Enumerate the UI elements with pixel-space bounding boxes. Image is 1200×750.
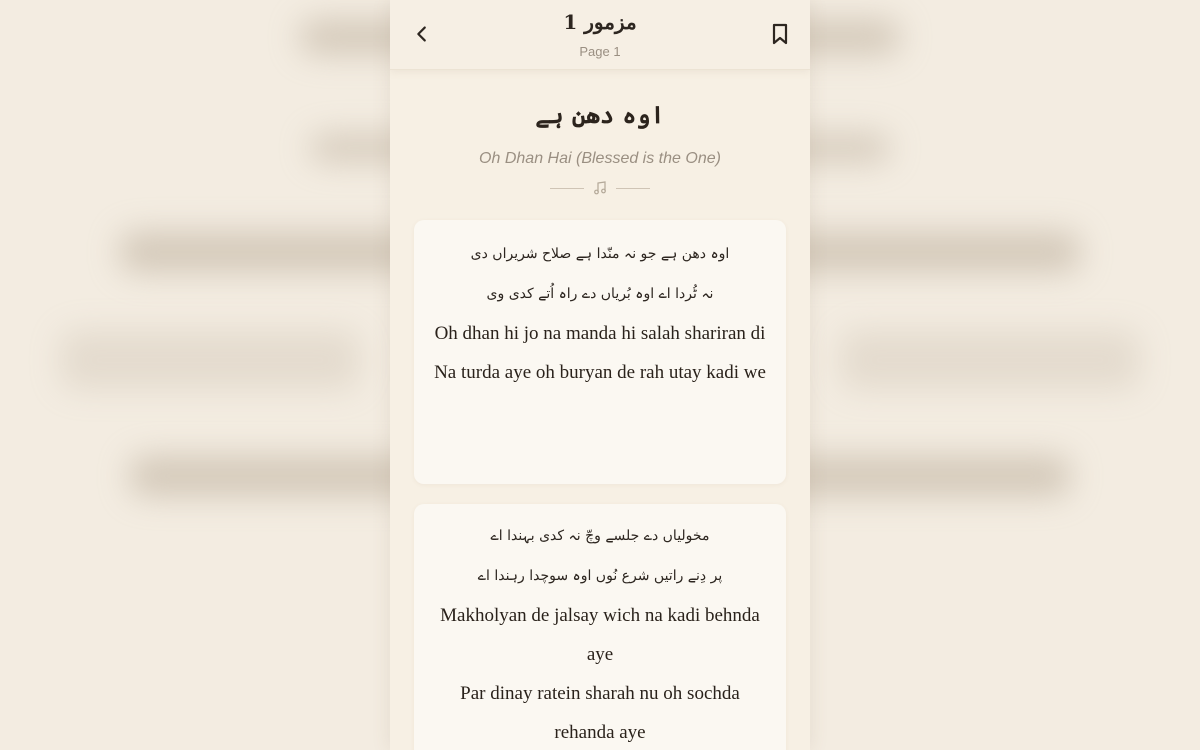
- verse-urdu-line: نہ ٹُردا اے اوہ بُریاں دے راہ اُتے کدی وی: [486, 286, 714, 302]
- verse-card: [414, 220, 786, 484]
- verse-urdu-line: مخولیاں دے جلسے وچّ نہ کدی بہندا اے: [490, 528, 710, 544]
- music-note-icon: [592, 180, 608, 196]
- verse-roman-line: Oh dhan hi jo na manda hi salah shariran di: [434, 323, 766, 344]
- bookmark-icon: [770, 23, 790, 45]
- bookmark-button[interactable]: [766, 20, 794, 48]
- verse-roman-line: Par dinay ratein sharah nu oh sochda rehanda aye: [460, 683, 740, 743]
- phone-screen: [390, 0, 810, 750]
- verse-urdu-line: اوہ دھن ہے جو نہ منّدا ہے صلاح شریراں دی: [470, 246, 730, 262]
- song-title-urdu: اوہ دھن ہے: [535, 100, 665, 129]
- song-title-roman: Oh Dhan Hai (Blessed is the One): [479, 150, 721, 167]
- verse-urdu-line: پر دِنے راتیں شرع نُوں اوہ سوچدا رہندا اے: [477, 568, 723, 584]
- title-divider: [550, 178, 650, 198]
- page-title: مزمور 1: [563, 10, 637, 34]
- song-content: [390, 70, 810, 750]
- verse-card: [414, 504, 786, 750]
- page-number: Page 1: [579, 44, 621, 59]
- top-app-bar: [390, 0, 810, 70]
- verse-roman-line: Na turda aye oh buryan de rah utay kadi we: [434, 362, 766, 383]
- verse-roman-line: Makholyan de jalsay wich na kadi behnda aye: [440, 605, 760, 665]
